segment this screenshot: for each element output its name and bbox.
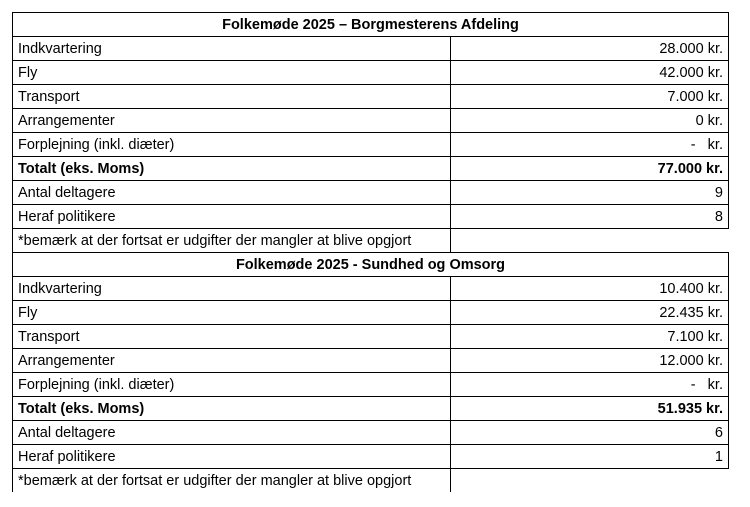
table-row: [13, 109, 729, 133]
row-value[interactable]: 22.435 kr.: [451, 301, 729, 325]
table-row: [13, 277, 729, 301]
row-value[interactable]: 0 kr.: [451, 109, 729, 133]
row-value[interactable]: 8: [451, 205, 729, 229]
table-row: [13, 421, 729, 445]
table-row: [13, 37, 729, 61]
total-label[interactable]: Totalt (eks. Moms): [13, 157, 451, 181]
row-label[interactable]: Antal deltagere: [13, 421, 451, 445]
row-value[interactable]: 12.000 kr.: [451, 349, 729, 373]
table-row: [13, 373, 729, 397]
row-label[interactable]: Indkvartering: [13, 37, 451, 61]
table-row: [13, 325, 729, 349]
row-value[interactable]: 7.000 kr.: [451, 85, 729, 109]
section-title-row: [13, 13, 729, 37]
total-row: [13, 157, 729, 181]
row-value[interactable]: - kr.: [451, 373, 729, 397]
table-row: [13, 205, 729, 229]
row-value[interactable]: 28.000 kr.: [451, 37, 729, 61]
note-text[interactable]: *bemærk at der fortsat er udgifter der mangler at blive opgjort: [13, 469, 451, 493]
total-value[interactable]: 77.000 kr.: [451, 157, 729, 181]
row-label[interactable]: Fly: [13, 301, 451, 325]
row-value[interactable]: 7.100 kr.: [451, 325, 729, 349]
spreadsheet-area: [12, 12, 728, 492]
row-label[interactable]: Transport: [13, 85, 451, 109]
budget-table: [12, 12, 729, 492]
section-title[interactable]: Folkemøde 2025 - Sundhed og Omsorg: [13, 253, 729, 277]
row-value[interactable]: 10.400 kr.: [451, 277, 729, 301]
row-label[interactable]: Heraf politikere: [13, 205, 451, 229]
row-value[interactable]: 42.000 kr.: [451, 61, 729, 85]
row-label[interactable]: Heraf politikere: [13, 445, 451, 469]
total-label[interactable]: Totalt (eks. Moms): [13, 397, 451, 421]
table-row: [13, 85, 729, 109]
empty-cell[interactable]: [451, 469, 729, 493]
row-label[interactable]: Forplejning (inkl. diæter): [13, 373, 451, 397]
row-label[interactable]: Arrangementer: [13, 349, 451, 373]
row-label[interactable]: Fly: [13, 61, 451, 85]
note-row: [13, 469, 729, 493]
table-row: [13, 349, 729, 373]
table-row: [13, 181, 729, 205]
table-row: [13, 61, 729, 85]
row-label[interactable]: Forplejning (inkl. diæter): [13, 133, 451, 157]
total-value[interactable]: 51.935 kr.: [451, 397, 729, 421]
note-text[interactable]: *bemærk at der fortsat er udgifter der mangler at blive opgjort: [13, 229, 451, 253]
row-value[interactable]: 6: [451, 421, 729, 445]
table-row: [13, 133, 729, 157]
section-title[interactable]: Folkemøde 2025 – Borgmesterens Afdeling: [13, 13, 729, 37]
row-value[interactable]: - kr.: [451, 133, 729, 157]
row-label[interactable]: Antal deltagere: [13, 181, 451, 205]
row-value[interactable]: 9: [451, 181, 729, 205]
table-row: [13, 445, 729, 469]
table-row: [13, 301, 729, 325]
note-row: [13, 229, 729, 253]
empty-cell[interactable]: [451, 229, 729, 253]
row-value[interactable]: 1: [451, 445, 729, 469]
section-title-row: [13, 253, 729, 277]
total-row: [13, 397, 729, 421]
row-label[interactable]: Transport: [13, 325, 451, 349]
row-label[interactable]: Indkvartering: [13, 277, 451, 301]
row-label[interactable]: Arrangementer: [13, 109, 451, 133]
